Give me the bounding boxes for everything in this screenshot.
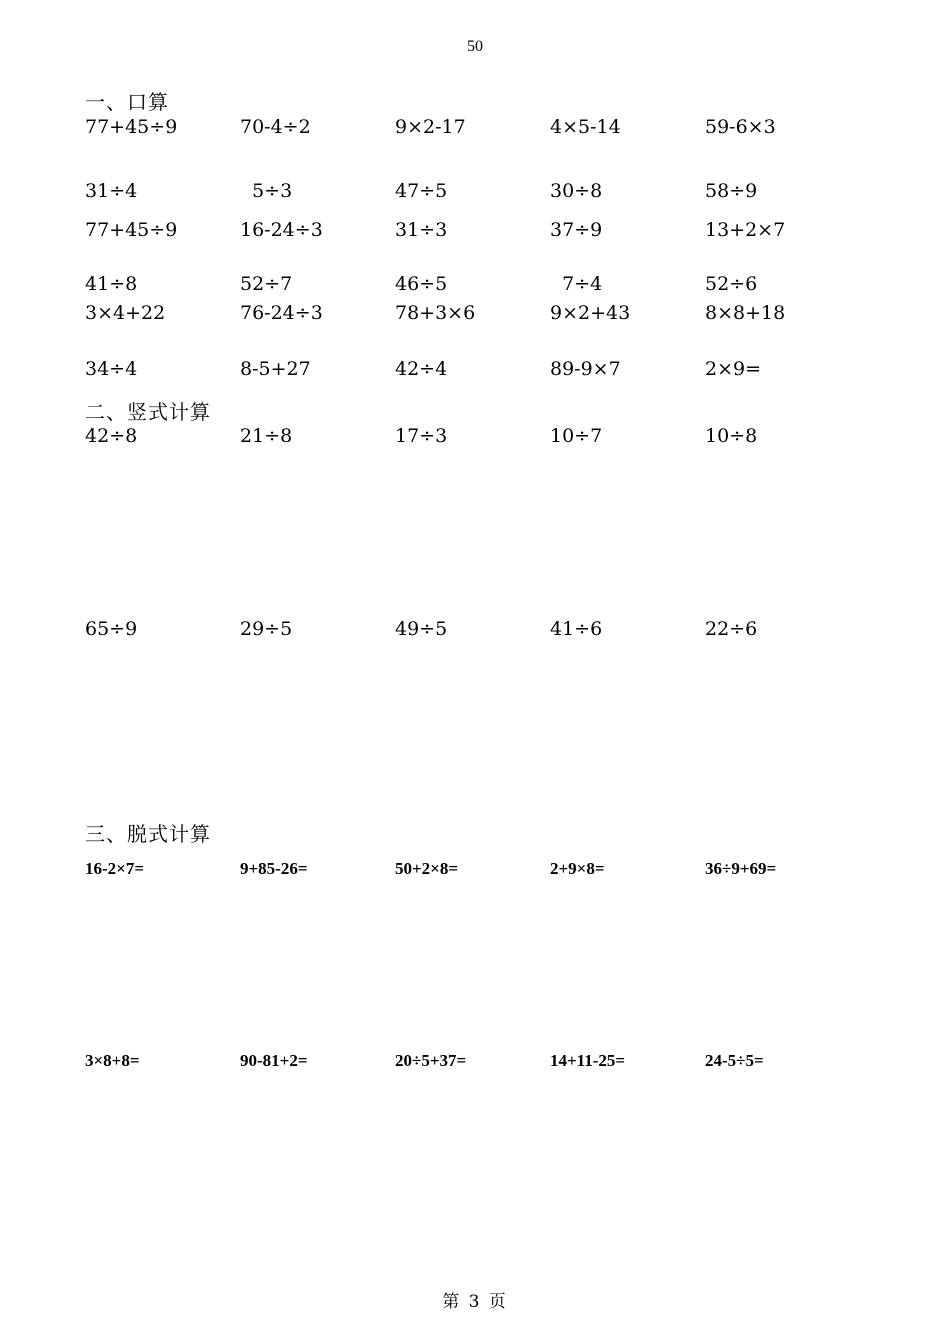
problem: 9×2+43 [550, 302, 631, 324]
problem: 52÷6 [705, 273, 758, 295]
problem: 16-24÷3 [240, 219, 323, 241]
problem: 13+2×7 [705, 219, 786, 241]
problem: 59-6×3 [705, 116, 776, 138]
problem: 31÷4 [85, 180, 138, 202]
problem: 78+3×6 [395, 302, 476, 324]
problem: 10÷7 [550, 425, 603, 447]
problem: 7÷4 [550, 273, 603, 295]
problem: 34÷4 [85, 358, 138, 380]
problem: 9×2-17 [395, 116, 466, 138]
problem: 46÷5 [395, 273, 448, 295]
oral-row-4 [85, 273, 885, 301]
problem: 37÷9 [550, 219, 603, 241]
problem: 9+85-26= [240, 859, 308, 878]
problem: 41÷6 [550, 618, 603, 640]
problem: 22÷6 [705, 618, 758, 640]
problem: 17÷3 [395, 425, 448, 447]
problem: 2×9= [705, 358, 762, 380]
problem: 36÷9+69= [705, 859, 777, 878]
oral-row-6 [85, 358, 885, 386]
problem: 3×4+22 [85, 302, 166, 324]
oral-row-3 [85, 219, 885, 247]
problem: 8-5+27 [240, 358, 311, 380]
problem: 21÷8 [240, 425, 293, 447]
problem: 4×5-14 [550, 116, 621, 138]
oral-row-5 [85, 302, 885, 330]
step-row-2 [85, 1051, 885, 1079]
oral-row-2 [85, 180, 885, 208]
section-title-step-calculation: 三、脱式计算 [85, 822, 211, 846]
problem: 76-24÷3 [240, 302, 323, 324]
page-footer: 第 3 页 [442, 1292, 508, 1312]
problem: 31÷3 [395, 219, 448, 241]
problem: 49÷5 [395, 618, 448, 640]
problem: 16-2×7= [85, 859, 145, 878]
problem: 65÷9 [85, 618, 138, 640]
problem: 77+45÷9 [85, 219, 178, 241]
oral-row-1 [85, 116, 885, 144]
section-title-oral-calculation: 一、口算 [85, 90, 169, 114]
problem: 42÷4 [395, 358, 448, 380]
page-number: 50 [467, 38, 483, 55]
problem: 77+45÷9 [85, 116, 178, 138]
step-row-1 [85, 859, 885, 887]
problem: 14+11-25= [550, 1051, 626, 1070]
problem: 42÷8 [85, 425, 138, 447]
vertical-row-1 [85, 425, 885, 453]
problem: 70-4÷2 [240, 116, 311, 138]
problem: 5÷3 [240, 180, 293, 202]
problem: 52÷7 [240, 273, 293, 295]
problem: 47÷5 [395, 180, 448, 202]
section-title-vertical-calculation: 二、竖式计算 [85, 400, 211, 424]
vertical-row-2 [85, 618, 885, 646]
problem: 90-81+2= [240, 1051, 308, 1070]
problem: 20÷5+37= [395, 1051, 467, 1070]
problem: 89-9×7 [550, 358, 621, 380]
problem: 41÷8 [85, 273, 138, 295]
problem: 8×8+18 [705, 302, 786, 324]
problem: 30÷8 [550, 180, 603, 202]
problem: 2+9×8= [550, 859, 605, 878]
problem: 50+2×8= [395, 859, 459, 878]
problem: 24-5÷5= [705, 1051, 764, 1070]
problem: 58÷9 [705, 180, 758, 202]
problem: 10÷8 [705, 425, 758, 447]
problem: 3×8+8= [85, 1051, 140, 1070]
problem: 29÷5 [240, 618, 293, 640]
